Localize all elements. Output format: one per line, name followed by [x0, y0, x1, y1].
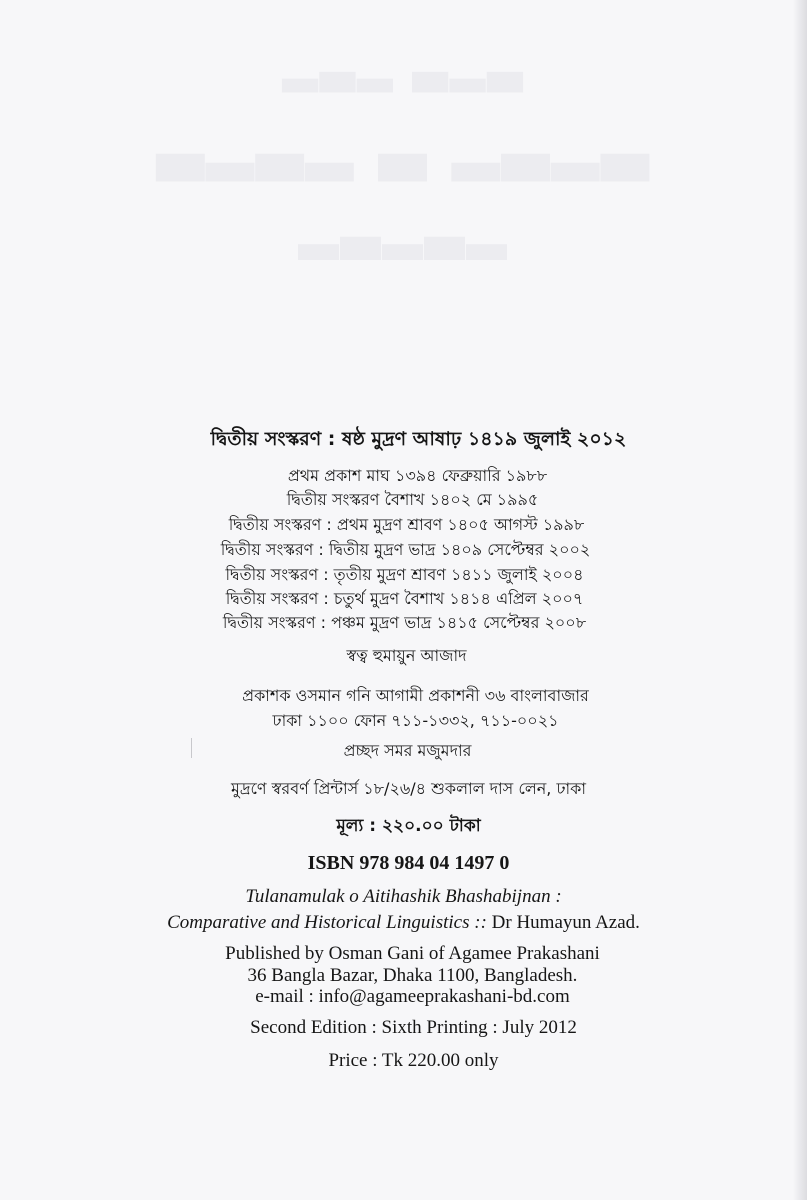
edition-line: দ্বিতীয় সংস্করণ : চতুর্থ মুদ্রণ বৈশাখ ১৪১৪ এপ্রিল ২০০৭ — [225, 589, 584, 608]
edition-line: প্রথম প্রকাশ মাঘ ১৩৯৪ ফেব্রুয়ারি ১৯৮৮ — [287, 466, 548, 485]
show-through-1: ▂▃▂ ▃▂▃ — [282, 38, 525, 92]
printer-line: মুদ্রণে স্বরবর্ণ প্রিন্টার্স ১৮/২৬/৪ শুকলাল দাস লেন, ঢাকা — [230, 779, 587, 798]
edition-line: দ্বিতীয় সংস্করণ বৈশাখ ১৪০২ মে ১৯৯৫ — [286, 490, 539, 509]
price-bn: মূল্য : ২২০.০০ টাকা — [336, 816, 481, 836]
publisher-bn-line: ঢাকা ১১০০ ফোন ৭১১-১৩৩২, ৭১১-০০২১ — [272, 711, 559, 730]
edition-line: দ্বিতীয় সংস্করণ : তৃতীয় মুদ্রণ শ্রাবণ ১৪১১ জুলাই ২০০৪ — [225, 565, 584, 584]
isbn: ISBN 978 984 04 1497 0 — [307, 852, 510, 874]
english-title-line-1: Tulanamulak o Aitihashik Bhashabijnan : — [245, 886, 562, 907]
edition-en: Second Edition : Sixth Printing : July 2012 — [250, 1017, 577, 1038]
edition-line: দ্বিতীয় সংস্করণ : দ্বিতীয় মুদ্রণ ভাদ্র ১৪০৯ সেপ্টেম্বর ২০০২ — [220, 540, 591, 559]
publisher-en-line: 36 Bangla Bazar, Dhaka 1100, Bangladesh. — [247, 965, 578, 986]
cover-designer: প্রচ্ছদ সমর মজুমদার — [343, 741, 472, 760]
copyright-holder: স্বত্ব হুমায়ুন আজাদ — [346, 646, 467, 665]
edition-line: দ্বিতীয় সংস্করণ : পঞ্চম মুদ্রণ ভাদ্র ১৪১৫ সেপ্টেম্বর ২০০৮ — [222, 613, 587, 632]
author-en: Dr Humayun Azad. — [491, 912, 640, 933]
english-title-2: Comparative and Historical Linguistics :: — [167, 912, 487, 933]
current-edition-heading: দ্বিতীয় সংস্করণ : ষষ্ঠ মুদ্রণ আষাঢ় ১৪১৯ জুলাই ২০১২ — [210, 428, 627, 450]
publisher-en-line: Published by Osman Gani of Agamee Prakashani — [225, 943, 600, 964]
show-through-2: ▃▂▃▂ ▃ ▂▃▂▃ — [156, 108, 651, 181]
price-en: Price : Tk 220.00 only — [328, 1050, 499, 1071]
show-through-3: ▂▃▂▃▂ — [298, 200, 509, 260]
edition-line: দ্বিতীয় সংস্করণ : প্রথম মুদ্রণ শ্রাবণ ১৪০৫ আগস্ট ১৯৯৮ — [228, 515, 585, 534]
publisher-bn-line: প্রকাশক ওসমান গনি আগামী প্রকাশনী ৩৬ বাংলাবাজার — [242, 686, 589, 705]
english-title-line-2 — [0, 912, 807, 934]
publisher-email: e-mail : info@agameeprakashani-bd.com — [255, 986, 570, 1007]
